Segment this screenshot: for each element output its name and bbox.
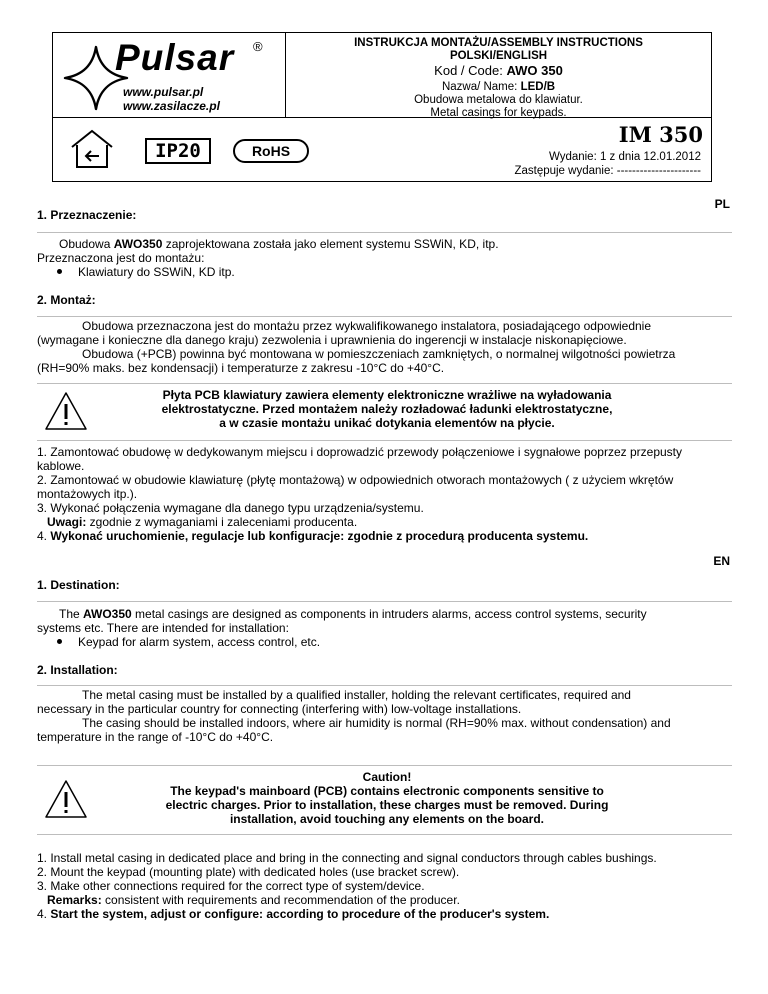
pl-step-1a: 1. Zamontować obudowę w dedykowanym miejscu i doprowadzić przewody połączeniowe i sygnałowe poprzez przepusty: [37, 445, 682, 459]
section-title-en-1: 1. Destination:: [37, 578, 120, 592]
divider: [37, 232, 732, 233]
doc-title: INSTRUKCJA MONTAŻU/ASSEMBLY INSTRUCTIONS: [354, 37, 643, 49]
replaces-info: Zastępuje wydanie: ----------------------: [514, 165, 701, 177]
section-title-pl-2: 2. Montaż:: [37, 293, 96, 307]
product-desc-en: Metal casings for keypads.: [430, 107, 567, 119]
pl-install-p1a: Obudowa przeznaczona jest do montażu przez wykwalifikowanego instalatora, posiadającego odpowiednie: [82, 319, 652, 333]
doc-languages: POLSKI/ENGLISH: [449, 50, 548, 62]
warning-text-en-1: The keypad's mainboard (PCB) contains electronic components sensitive to: [170, 784, 604, 798]
indoor-use-icon: [69, 129, 115, 169]
en-purpose-line1: The AWO350 metal casings are designed as components in intruders alarms, access control systems, security: [59, 607, 647, 621]
pl-purpose-bullet: Klawiatury do SSWiN, KD itp.: [0, 265, 700, 279]
registered-mark: ®: [253, 39, 263, 54]
warning-text-pl-3: a w czasie montażu unikać dotykania elementów na płycie.: [219, 416, 555, 430]
en-install-p2a: The casing should be installed indoors, where air humidity is normal (RH=90% max. without condensation) and: [82, 716, 671, 730]
en-remarks: Remarks: consistent with requirements and recommendation of the producer.: [47, 893, 460, 907]
header-box: [52, 32, 712, 182]
warning-text-pl-2: elektrostatyczne. Przed montażem należy rozładować ładunki elektrostatyczne,: [161, 402, 613, 416]
en-step-1: 1. Install metal casing in dedicated place and bring in the connecting and signal conductors through cables bushings.: [37, 851, 657, 865]
divider: [37, 601, 732, 602]
pl-step-4: 4. Wykonać uruchomienie, regulacje lub konfiguracje: zgodnie z procedurą producenta systemu.: [37, 529, 589, 543]
lang-marker-en: EN: [713, 554, 730, 568]
pl-install-p2b: (RH=90% maks. bez kondensacji) i temperaturze z zakresu -10°C do +40°C.: [37, 361, 445, 375]
warning-icon: [43, 778, 89, 820]
warning-icon: [43, 390, 89, 432]
divider: [37, 685, 732, 686]
product-name: Nazwa/ Name: LED/B: [441, 81, 556, 93]
pl-step-2b: montażowych itp.).: [37, 487, 138, 501]
warning-text-en-2: electric charges. Prior to installation, these charges must be removed. During: [165, 798, 609, 812]
logo-wordmark: Pulsar: [115, 37, 235, 78]
pl-remarks: Uwagi: zgodnie z wymaganiami i zaleceniami producenta.: [47, 515, 358, 529]
document-id: IM 350: [618, 122, 703, 147]
product-desc-pl: Obudowa metalowa do klawiatur.: [414, 94, 583, 106]
warning-title-en: Caution!: [362, 770, 412, 784]
en-install-p2b: temperature in the range of -10°C do +40°C.: [37, 730, 274, 744]
section-title-pl-1: 1. Przeznaczenie:: [37, 208, 137, 222]
divider: [37, 316, 732, 317]
en-install-p1b: necessary in the particular country for connecting (interfering with) low-voltage installations.: [37, 702, 522, 716]
pl-step-1b: kablowe.: [37, 459, 85, 473]
section-title-en-2: 2. Installation:: [37, 663, 118, 677]
en-step-4: 4. Start the system, adjust or configure: according to procedure of the producer's system.: [37, 907, 550, 921]
rohs-badge: RoHS: [233, 139, 309, 163]
pl-purpose-line2: Przeznaczona jest do montażu:: [37, 251, 205, 265]
lang-marker-pl: PL: [714, 197, 730, 211]
edition-info: Wydanie: 1 z dnia 12.01.2012: [548, 151, 701, 163]
warning-box-pl: [37, 383, 732, 441]
en-purpose-line2: systems etc. There are intended for installation:: [37, 621, 289, 635]
pl-install-p1b: (wymagane i konieczne dla danego kraju) zezwolenia i uprawnienia do ingerencji w instalacje niskonapięciowe.: [37, 333, 627, 347]
en-step-2: 2. Mount the keypad (mounting plate) with dedicated holes (use bracket screw).: [37, 865, 460, 879]
logo-url-2: www.zasilacze.pl: [123, 99, 220, 113]
en-install-p1a: The metal casing must be installed by a qualified installer, holding the relevant certificates, required and: [82, 688, 631, 702]
warning-box-en: [37, 765, 732, 835]
pl-purpose-line1: Obudowa AWO350 zaprojektowana została jako element systemu SSWiN, KD, itp.: [59, 237, 499, 251]
warning-text-pl-1: Płyta PCB klawiatury zawiera elementy elektroniczne wrażliwe na wyładowania: [162, 388, 612, 402]
logo-url-1: www.pulsar.pl: [123, 85, 204, 99]
warning-text-en-3: installation, avoid touching any elements on the board.: [229, 812, 545, 826]
en-step-3: 3. Make other connections required for the correct type of system/device.: [37, 879, 425, 893]
pl-step-3: 3. Wykonać połączenia wymagane dla danego typu urządzenia/systemu.: [37, 501, 424, 515]
en-purpose-bullet: Keypad for alarm system, access control, etc.: [0, 635, 700, 649]
product-code: Kod / Code: AWO 350: [434, 63, 563, 78]
ip20-badge: IP20: [145, 138, 211, 164]
pl-install-p2a: Obudowa (+PCB) powinna być montowana w pomieszczeniach zamkniętych, o normalnej wilgotności powietrza: [82, 347, 676, 361]
pl-step-2a: 2. Zamontować w obudowie klawiaturę (płytę montażową) w odpowiednich otworach montażowych ( z użyciem wkrętów: [37, 473, 674, 487]
